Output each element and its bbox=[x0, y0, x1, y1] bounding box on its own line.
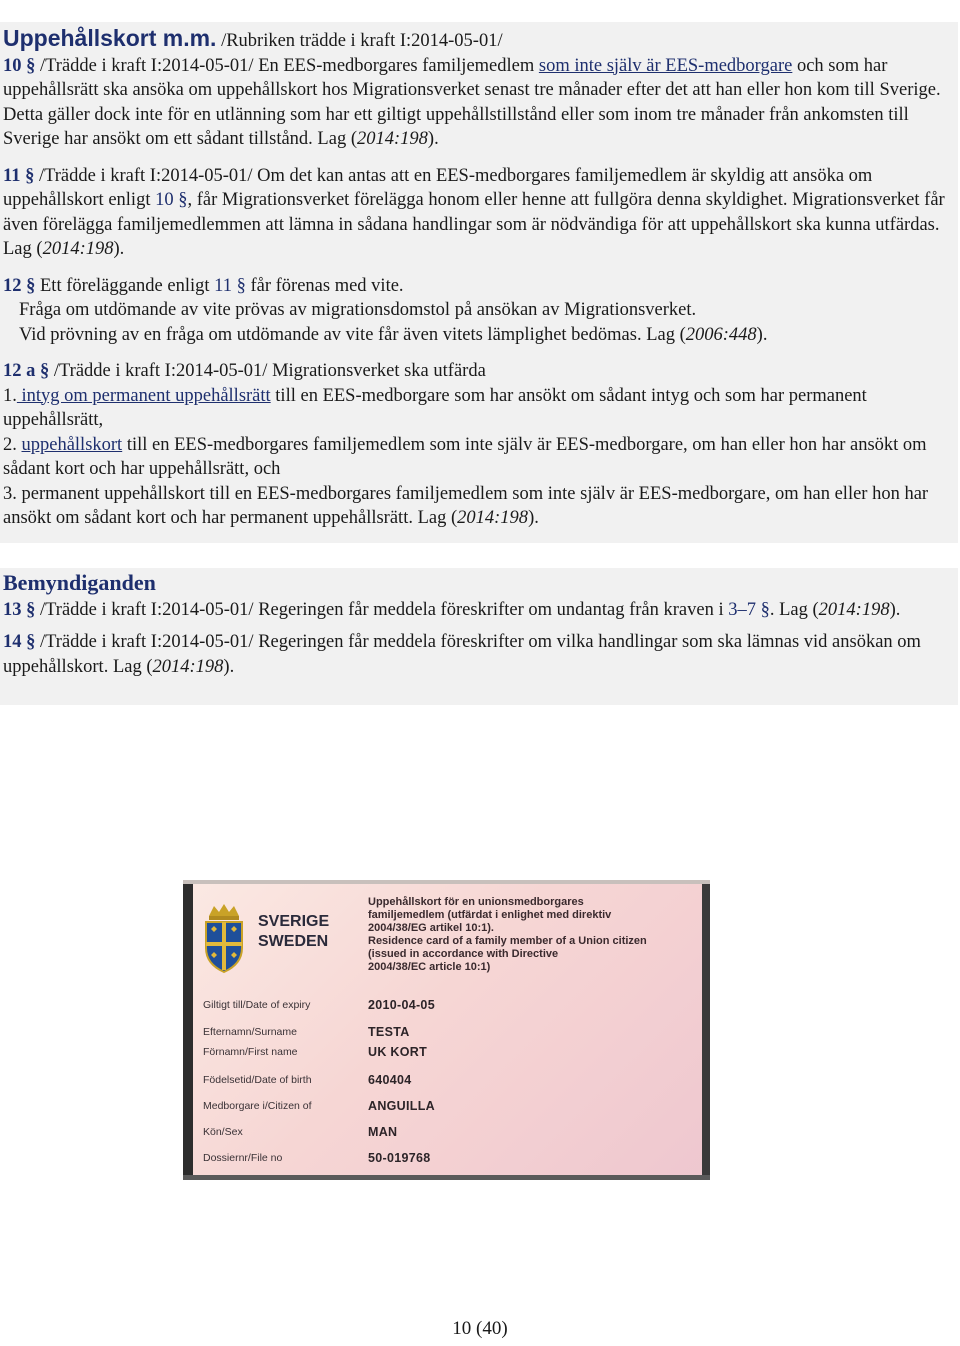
paragraph-12-line-2: Fråga om utdömande av vite prövas av migrationsdomstol på ansökan av Migrationsverket. bbox=[19, 300, 697, 320]
section-heading: Uppehållskort m.m. bbox=[3, 25, 217, 51]
field-value-file-no: 50-019768 bbox=[368, 1151, 431, 1165]
paragraph-text: /Trädde i kraft I:2014-05-01/ Regeringen får meddela föreskrifter om vilka handlingar som ska lämnas vid ansökan om uppehållskort. Lag ( bbox=[3, 632, 921, 677]
paragraph-12 bbox=[3, 274, 952, 299]
paragraph-text: Ett föreläggande enligt bbox=[35, 275, 215, 296]
definition-link[interactable]: som inte själv är EES-medborgare bbox=[538, 55, 793, 76]
paragraph-text: /Trädde i kraft I:2014-05-01/ Regeringen får meddela föreskrifter om undantag från kraven i bbox=[35, 599, 729, 620]
field-value-first-name: UK KORT bbox=[368, 1045, 428, 1059]
field-value-surname: TESTA bbox=[368, 1025, 410, 1039]
card-title-line: Uppehållskort för en unionsmedborgares bbox=[368, 896, 584, 908]
paragraph-text: ). bbox=[756, 324, 768, 345]
paragraph-13 bbox=[3, 598, 952, 623]
list-text: 3. permanent uppehållskort till en EES-medborgares familjemedlem som inte själv är EES-medborgare, om han eller hon har ansökt om sådant kort och har permanent uppehållsrätt. Lag ( bbox=[3, 483, 929, 528]
list-marker: 2. bbox=[3, 434, 22, 455]
lag-reference: 2014:198 bbox=[152, 656, 224, 677]
section-sign: § bbox=[40, 361, 50, 381]
paragraph-number: 11 bbox=[3, 165, 21, 186]
section-sign: § bbox=[26, 632, 36, 652]
card-title-line: 2004/38/EG artikel 10:1). bbox=[368, 922, 494, 934]
paragraph-text: ). bbox=[113, 239, 125, 259]
lag-reference: 2014:198 bbox=[42, 239, 114, 259]
card-title-line: 2004/38/EC article 10:1) bbox=[368, 961, 491, 973]
section-heading: Bemyndiganden bbox=[3, 570, 156, 595]
definition-link[interactable]: uppehållskort bbox=[21, 434, 123, 455]
paragraph-text: och som har uppehållsrätt ska ansöka om uppehållskort hos Migrationsverket senast tre månader efter det att han eller hon kom till Sverige. Detta gäller dock inte för en utlänning som har ett giltigt uppehållstillstånd eller som inom tre månader från ankomsten till Sverige har ansökt om ett sådant tillstånd. Lag ( bbox=[3, 55, 941, 149]
paragraph-text: /Trädde i kraft I:2014-05-01/ En EES-medborgares familjemedlem bbox=[35, 55, 539, 76]
definition-link[interactable]: intyg om permanent uppehållsrätt bbox=[16, 385, 271, 406]
card-country bbox=[258, 912, 329, 952]
section-reference-link[interactable]: 10 § bbox=[155, 190, 188, 210]
field-label-surname: Efternamn/Surname bbox=[203, 1026, 297, 1038]
paragraph-12-line-3 bbox=[3, 323, 952, 348]
section-bemyndiganden bbox=[0, 568, 958, 705]
card-border-right bbox=[702, 884, 710, 1180]
paragraph-text: Vid prövning av en fråga om utdömande av vite får även vitets lämplighet bedömas. Lag ( bbox=[19, 324, 686, 345]
lag-reference: 2006:448 bbox=[685, 324, 757, 345]
card-title-line: (issued in accordance with Directive bbox=[368, 948, 559, 960]
heading-note: /Rubriken trädde i kraft I:2014-05-01/ bbox=[216, 31, 503, 51]
section-reference-link[interactable]: 3–7 § bbox=[728, 599, 770, 620]
paragraph-text: ). bbox=[223, 656, 235, 677]
card-title-line: Residence card of a family member of a Union citizen bbox=[368, 935, 647, 947]
paragraph-text: , får Migrationsverket förelägga honom eller henne att fullgöra denna skyldighet. Migrationsverket får även förelägga familjemedlemmen att lämna in sådana handlingar som är nödvändiga för att uppehållskort ska kunna utfärdas. Lag ( bbox=[3, 190, 945, 259]
section-sign: § bbox=[26, 599, 36, 620]
field-value-expiry: 2010-04-05 bbox=[368, 998, 435, 1012]
section-uppehallskort bbox=[0, 22, 958, 543]
paragraph-text: /Trädde i kraft I:2014-05-01/ Om det kan antas att en EES-medborgares familjemedlem är skyldig att ansöka om uppehållskort enligt bbox=[3, 165, 873, 210]
paragraph-text: får förenas med vite. bbox=[245, 275, 404, 296]
list-item-1 bbox=[3, 384, 952, 433]
country-swedish: SVERIGE bbox=[258, 913, 330, 930]
residence-card-image bbox=[183, 880, 710, 1180]
paragraph-number: 13 bbox=[3, 599, 22, 620]
lag-reference: 2014:198 bbox=[818, 599, 890, 620]
list-text: ). bbox=[528, 508, 539, 528]
paragraph-number: 12 a bbox=[3, 361, 36, 381]
paragraph-text: /Trädde i kraft I:2014-05-01/ Migrationsverket ska utfärda bbox=[49, 361, 486, 381]
list-text: till en EES-medborgares familjemedlem som inte själv är EES-medborgare, om han eller hon har ansökt om sådant kort och har uppehållsrätt, och bbox=[3, 434, 927, 479]
page-number: 10 (40) bbox=[452, 1318, 508, 1339]
card-title bbox=[368, 896, 698, 974]
section-heading-line bbox=[3, 26, 952, 54]
lag-reference: 2014:198 bbox=[457, 508, 529, 528]
paragraph-text: ). bbox=[889, 599, 901, 620]
paragraph-10 bbox=[3, 54, 952, 152]
card-border-left bbox=[183, 884, 193, 1180]
paragraph-14 bbox=[3, 630, 952, 679]
field-label-file-no: Dossiernr/File no bbox=[203, 1152, 283, 1164]
paragraph-number: 14 bbox=[3, 632, 22, 652]
paragraph-number: 10 bbox=[3, 55, 22, 76]
section-reference-link[interactable]: 11 § bbox=[214, 275, 246, 296]
paragraph-text: . Lag ( bbox=[769, 599, 819, 620]
paragraph-number: 12 bbox=[3, 275, 22, 296]
field-value-sex: MAN bbox=[368, 1125, 398, 1139]
field-label-sex: Kön/Sex bbox=[203, 1126, 243, 1138]
section-sign: § bbox=[25, 165, 35, 186]
field-value-citizen: ANGUILLA bbox=[368, 1099, 435, 1113]
list-text: till en EES-medborgare som har ansökt om sådant intyg och som har permanent uppehållsrätt, bbox=[3, 385, 867, 430]
list-marker: 1. bbox=[3, 385, 17, 406]
paragraph-11 bbox=[3, 164, 952, 262]
field-value-birth: 640404 bbox=[368, 1073, 412, 1087]
field-label-expiry: Giltigt till/Date of expiry bbox=[203, 999, 311, 1011]
field-label-birth: Födelsetid/Date of birth bbox=[203, 1074, 312, 1086]
section-sign: § bbox=[26, 55, 36, 76]
country-english: SWEDEN bbox=[258, 933, 329, 950]
paragraph-12a bbox=[3, 359, 952, 384]
swedish-coat-of-arms-icon bbox=[201, 902, 247, 974]
list-item-3 bbox=[3, 482, 952, 531]
card-title-line: familjemedlem (utfärdat i enlighet med direktiv bbox=[368, 909, 612, 921]
section-heading-line bbox=[3, 571, 952, 598]
field-label-citizen: Medborgare i/Citizen of bbox=[203, 1100, 312, 1112]
field-label-first-name: Förnamn/First name bbox=[203, 1046, 298, 1058]
lag-reference: 2014:198 bbox=[356, 129, 428, 149]
card-border-bottom bbox=[183, 1175, 710, 1180]
section-sign: § bbox=[26, 275, 36, 296]
paragraph-text: ). bbox=[427, 129, 439, 149]
list-item-2 bbox=[3, 433, 952, 482]
